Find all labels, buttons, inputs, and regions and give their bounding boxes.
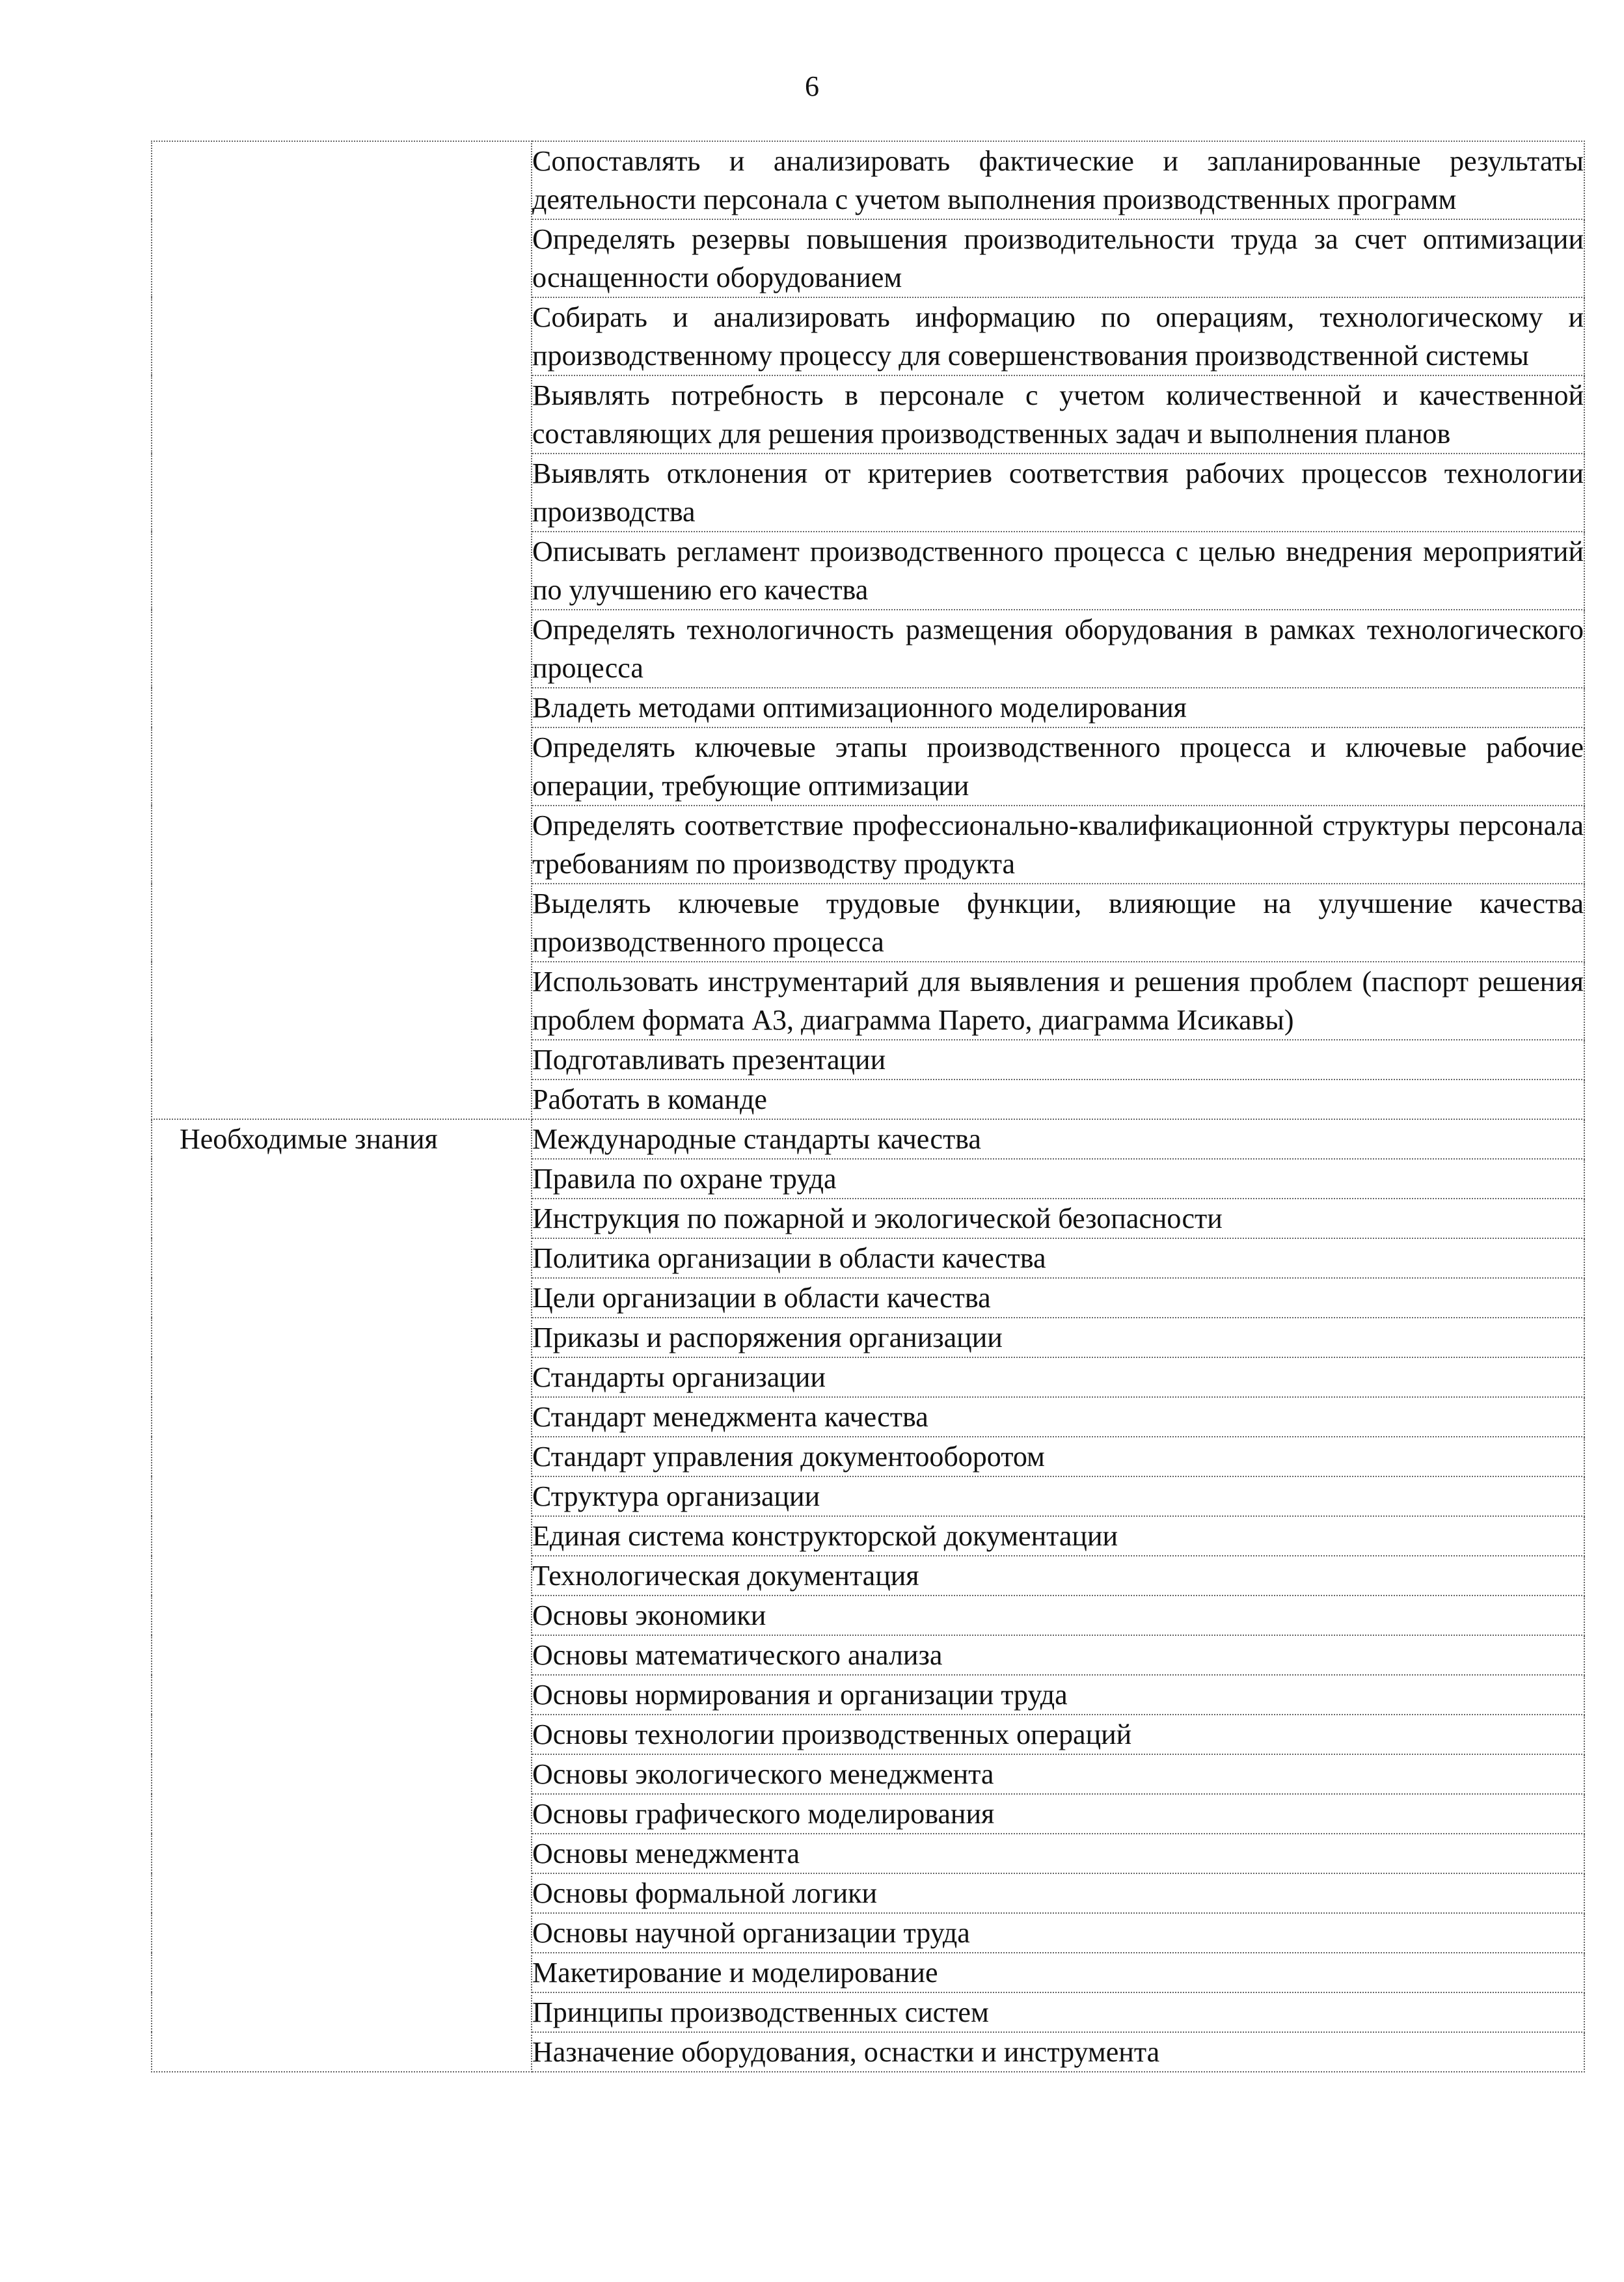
skill-item: Определять ключевые этапы производственного процесса и ключевые рабочие операции, требующие оптимизации — [532, 727, 1584, 806]
skill-item: Владеть методами оптимизационного моделирования — [532, 688, 1584, 727]
competency-table — [151, 141, 1585, 2072]
table-row — [152, 1119, 1584, 1159]
skill-item: Использовать инструментарий для выявления и решения проблем (паспорт решения проблем формата А3, диаграмма Парето, диаграмма Исикавы) — [532, 962, 1584, 1040]
knowledge-item: Основы технологии производственных операций — [532, 1715, 1584, 1754]
skills-label-cell — [152, 141, 532, 1119]
knowledge-item: Макетирование и моделирование — [532, 1953, 1584, 1992]
knowledge-item: Инструкция по пожарной и экологической безопасности — [532, 1199, 1584, 1238]
knowledge-item: Назначение оборудования, оснастки и инструмента — [532, 2032, 1584, 2072]
knowledge-item: Основы нормирования и организации труда — [532, 1675, 1584, 1715]
table-row — [152, 141, 1584, 219]
knowledge-item: Стандарт управления документооборотом — [532, 1437, 1584, 1476]
skill-item: Определять технологичность размещения оборудования в рамках технологического процесса — [532, 610, 1584, 688]
skill-item: Сопоставлять и анализировать фактические и запланированные результаты деятельности персонала с учетом выполнения производственных программ — [532, 141, 1584, 219]
skill-item: Выделять ключевые трудовые функции, влияющие на улучшение качества производственного процесса — [532, 884, 1584, 962]
knowledge-label-cell — [152, 1119, 532, 2072]
skill-item: Определять соответствие профессионально-квалификационной структуры персонала требованиям по производству продукта — [532, 806, 1584, 884]
skill-item: Собирать и анализировать информацию по операциям, технологическому и производственному процессу для совершенствования производственной системы — [532, 297, 1584, 375]
skill-item: Описывать регламент производственного процесса с целью внедрения мероприятий по улучшению его качества — [532, 532, 1584, 610]
knowledge-item: Структура организации — [532, 1476, 1584, 1516]
skill-item: Определять резервы повышения производительности труда за счет оптимизации оснащенности оборудованием — [532, 219, 1584, 297]
knowledge-item: Основы менеджмента — [532, 1834, 1584, 1873]
knowledge-item: Приказы и распоряжения организации — [532, 1318, 1584, 1357]
page-number: 6 — [805, 70, 819, 102]
knowledge-item: Основы математического анализа — [532, 1635, 1584, 1675]
knowledge-item: Принципы производственных систем — [532, 1992, 1584, 2032]
skill-item: Подготавливать презентации — [532, 1040, 1584, 1080]
knowledge-item: Основы экологического менеджмента — [532, 1754, 1584, 1794]
knowledge-item: Технологическая документация — [532, 1556, 1584, 1596]
knowledge-item: Стандарт менеджмента качества — [532, 1397, 1584, 1437]
knowledge-item: Цели организации в области качества — [532, 1278, 1584, 1318]
knowledge-item: Политика организации в области качества — [532, 1238, 1584, 1278]
knowledge-label: Необходимые знания — [180, 1123, 438, 1155]
knowledge-item: Стандарты организации — [532, 1357, 1584, 1397]
knowledge-item: Основы графического моделирования — [532, 1794, 1584, 1834]
knowledge-item: Международные стандарты качества — [532, 1119, 1584, 1159]
knowledge-item: Правила по охране труда — [532, 1159, 1584, 1199]
knowledge-item: Основы формальной логики — [532, 1873, 1584, 1913]
knowledge-item: Основы экономики — [532, 1596, 1584, 1635]
skill-item: Работать в команде — [532, 1080, 1584, 1119]
knowledge-item: Основы научной организации труда — [532, 1913, 1584, 1953]
knowledge-item: Единая система конструкторской документации — [532, 1516, 1584, 1556]
skill-item: Выявлять отклонения от критериев соответствия рабочих процессов технологии производства — [532, 454, 1584, 532]
skill-item: Выявлять потребность в персонале с учетом количественной и качественной составляющих для решения производственных задач и выполнения планов — [532, 375, 1584, 454]
